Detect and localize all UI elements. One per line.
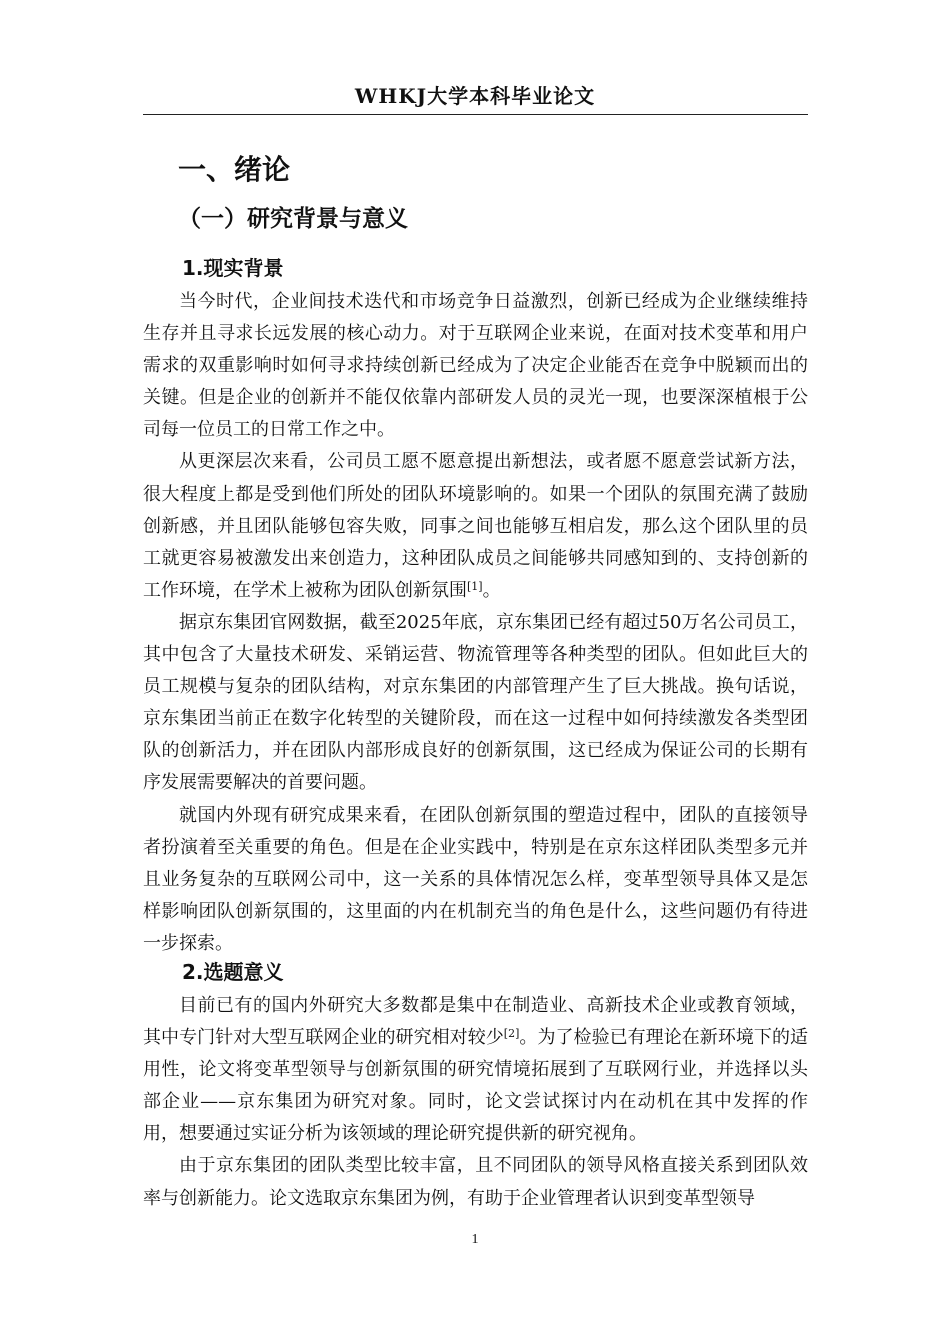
- paragraph: 据京东集团官网数据，截至2025年底，京东集团已经有超过50万名公司员工，其中包含了大量技术研发、采销运营、物流管理等各种类型的团队。但如此巨大的员工规模与复杂的团队结构，对京东集团的内部管理产生了巨大挑战。换句话说，京东集团当前正在数字化转型的关键阶段，而在这一过程中如何持续激发各类型团队的创新活力，并在团队内部形成良好的创新氛围，这已经成为保证公司的长期有序发展需要解决的首要问题。: [143, 611, 808, 794]
- paragraph: 从更深层次来看，公司员工愿不愿意提出新想法，或者愿不愿意尝试新方法，很大程度上都是受到他们所处的团队环境影响的。如果一个团队的氛围充满了鼓励创新感，并且团队能够包容失败，同事之间也能够互相启发，那么这个团队里的员工就更容易被激发出来创造力，这种团队成员之间能够共同感知到的、支持创新的工作环境，在学术上被称为团队创新氛围[1]。: [143, 451, 808, 601]
- subsection-title-significance: 2.选题意义: [182, 960, 284, 984]
- subsection-body-significance: [143, 990, 808, 1215]
- citation-ref[interactable]: [1]: [467, 579, 483, 593]
- header-rule: [143, 114, 808, 115]
- page-number: 1: [471, 1232, 479, 1247]
- citation-ref[interactable]: [2]: [503, 1027, 520, 1041]
- subsection-title-background: 1.现实背景: [182, 256, 284, 280]
- paragraph: 由于京东集团的团队类型比较丰富，且不同团队的领导风格直接关系到团队效率与创新能力。论文选取京东集团为例，有助于企业管理者认识到变革型领导: [143, 1155, 808, 1209]
- paragraph: 目前已有的国内外研究大多数都是集中在制造业、高新技术企业或教育领域，其中专门针对大型互联网企业的研究相对较少[2]。为了检验已有理论在新环境下的适用性，论文将变革型领导与创新氛围的研究情境拓展到了互联网行业，并选择以头部企业——京东集团为研究对象。同时，论文尝试探讨内在动机在其中发挥的作用，想要通过实证分析为该领域的理论研究提供新的研究视角。: [143, 995, 808, 1145]
- running-header: WHKJ大学本科毕业论文: [354, 84, 596, 108]
- chapter-title: 一、绪论: [178, 153, 291, 186]
- paragraph: 就国内外现有研究成果来看，在团队创新氛围的塑造过程中，团队的直接领导者扮演着至关重要的角色。但是在企业实践中，特别是在京东这样团队类型多元并且业务复杂的互联网公司中，这一关系的具体情况怎么样，变革型领导具体又是怎样影响团队创新氛围的，这里面的内在机制充当的角色是什么，这些问题仍有待进一步探索。: [143, 804, 808, 954]
- section-title: （一）研究背景与意义: [178, 206, 408, 232]
- paragraph: 当今时代，企业间技术迭代和市场竞争日益激烈，创新已经成为企业继续维持生存并且寻求长远发展的核心动力。对于互联网企业来说，在面对技术变革和用户需求的双重影响时如何寻求持续创新已经成为了决定企业能否在竞争中脱颖而出的关键。但是企业的创新并不能仅依靠内部研发人员的灵光一现，也要深深植根于公司每一位员工的日常工作之中。: [143, 291, 808, 441]
- subsection-body-background: [143, 286, 808, 960]
